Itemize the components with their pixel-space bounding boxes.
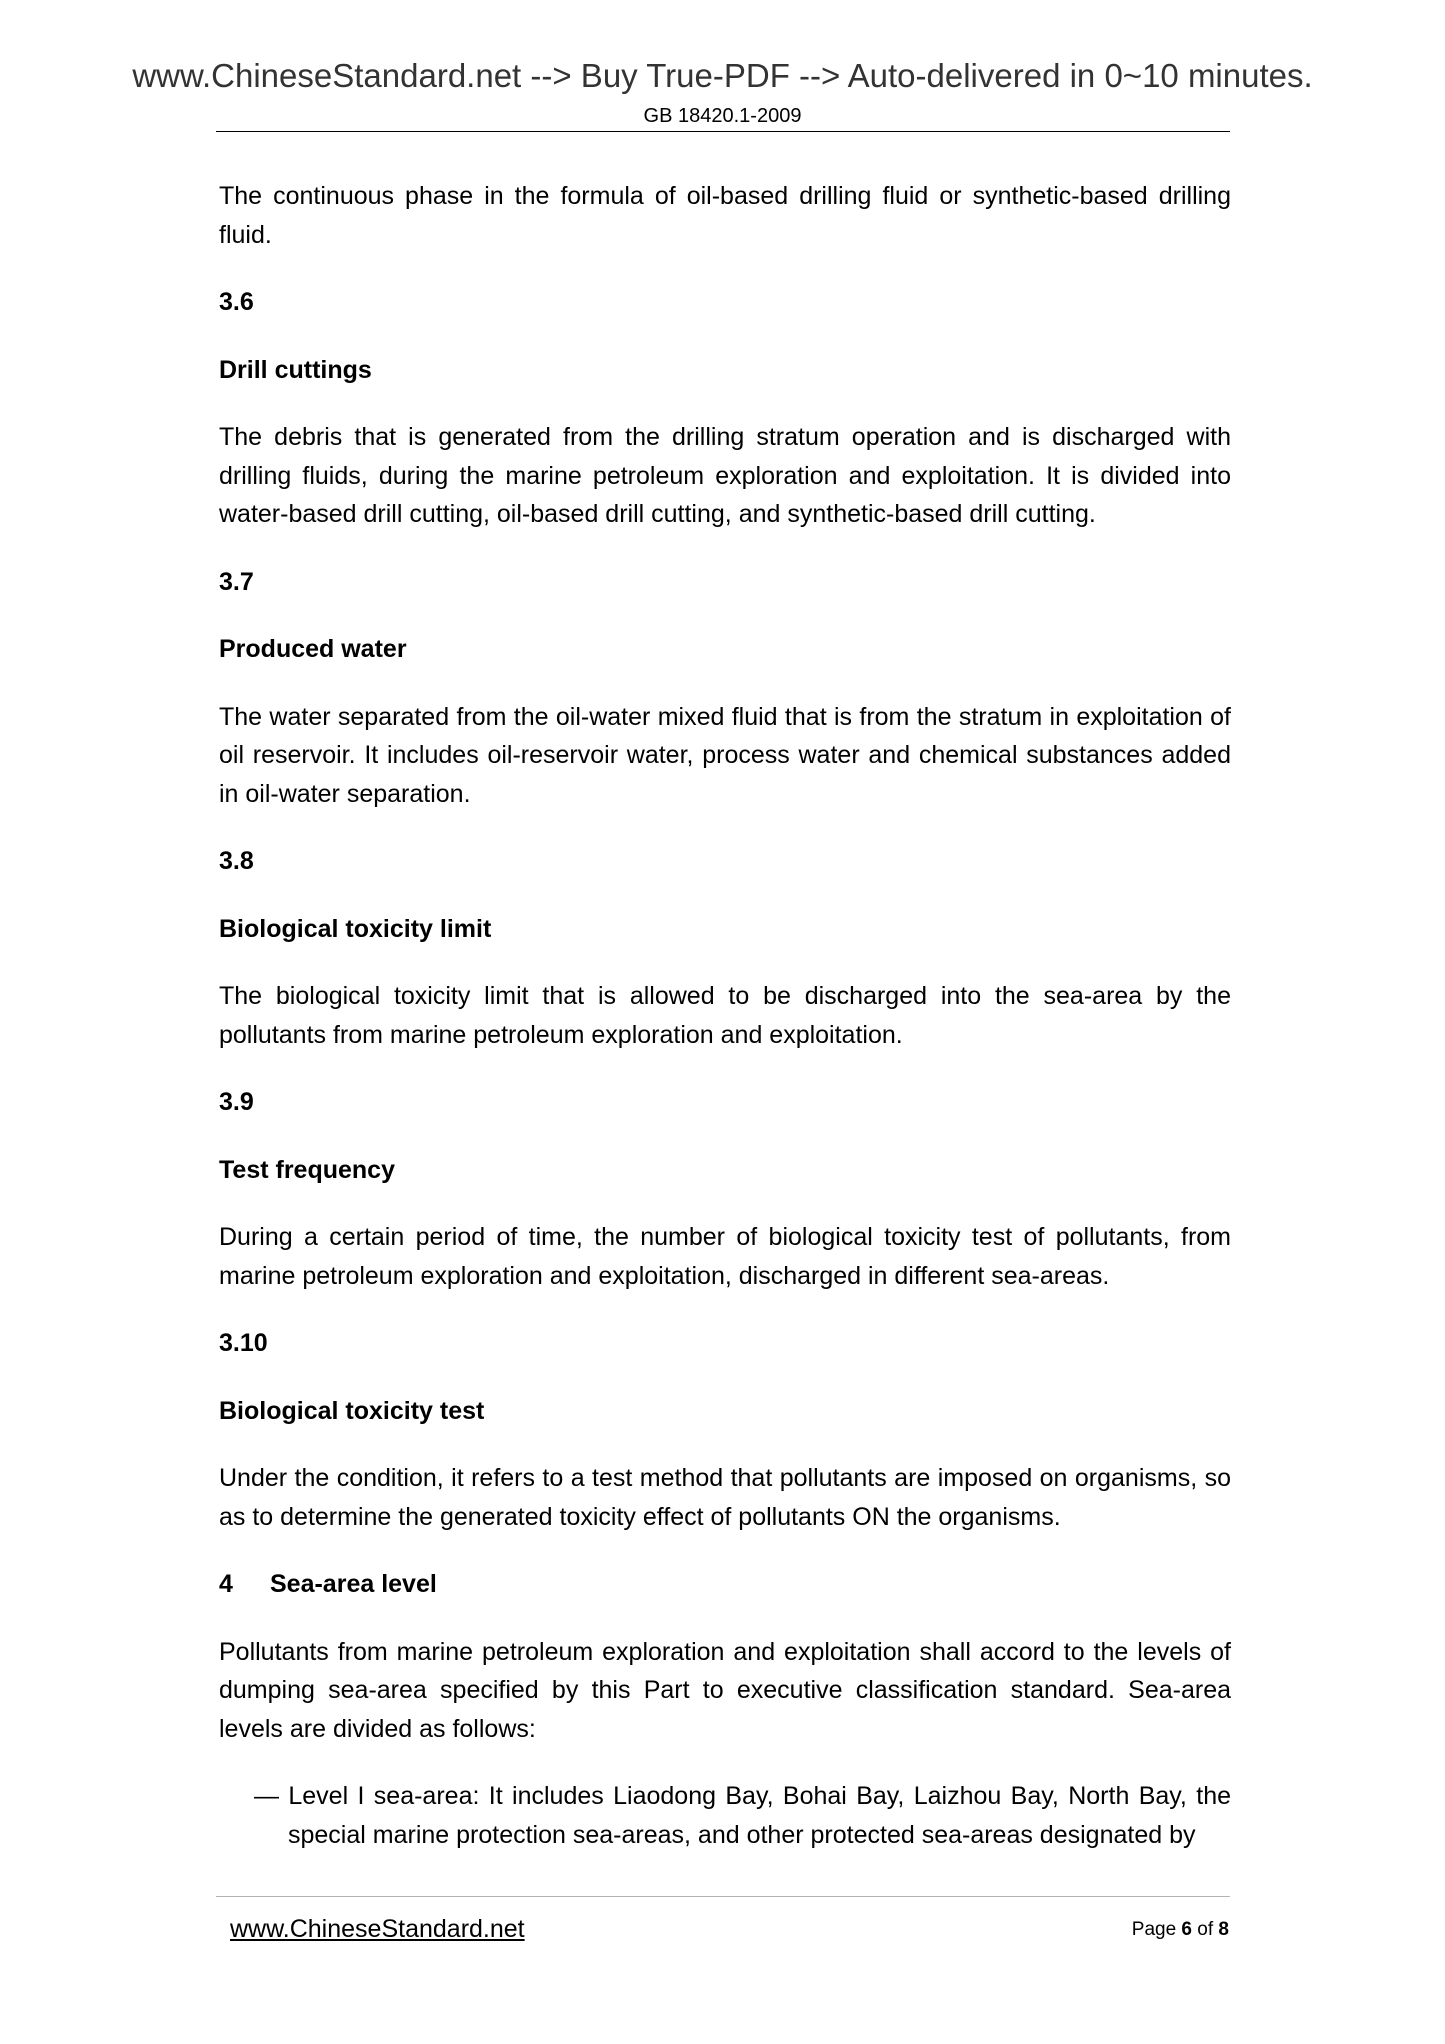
definition-biological-toxicity-test: Under the condition, it refers to a test method that pollutants are imposed on organisms, so as to determine the generated toxicity effect of pollutants ON the organisms.	[219, 1464, 1231, 1531]
definition-biological-toxicity-limit: The biological toxicity limit that is allowed to be discharged into the sea-area by the pollutants from marine petroleum exploration and exploitation.	[219, 982, 1231, 1049]
section-4-paragraph: Pollutants from marine petroleum exploration and exploitation shall accord to the levels of dumping sea-area specified by this Part to executive classification standard. Sea-area levels are divided as follows:	[219, 1637, 1231, 1743]
section-heading-sea-area-level	[219, 1565, 1231, 1604]
of-word: of	[1197, 1919, 1214, 1940]
term-biological-toxicity-test: Biological toxicity test	[219, 1396, 485, 1425]
document-body	[219, 177, 1231, 1854]
intro-paragraph: The continuous phase in the formula of oil-based drilling fluid or synthetic-based drilling fluid.	[219, 182, 1231, 249]
clause-number-3-10: 3.10	[219, 1329, 268, 1357]
page-word: Page	[1131, 1919, 1177, 1940]
page-number	[1132, 1918, 1229, 1942]
definition-test-frequency: During a certain period of time, the number of biological toxicity test of pollutants, from marine petroleum exploration and exploitation, discharged in different sea-areas.	[219, 1223, 1231, 1290]
clause-number-3-6: 3.6	[219, 288, 254, 316]
term-drill-cuttings: Drill cuttings	[219, 355, 372, 384]
footer-divider	[216, 1896, 1230, 1897]
section-number: 4	[219, 1570, 233, 1598]
header-divider	[216, 131, 1230, 132]
page-current: 6	[1181, 1919, 1192, 1940]
term-biological-toxicity-limit: Biological toxicity limit	[219, 914, 492, 943]
page-total: 8	[1218, 1919, 1229, 1940]
clause-number-3-9: 3.9	[219, 1088, 254, 1116]
definition-produced-water: The water separated from the oil-water mixed fluid that is from the stratum in exploitation of oil reservoir. It includes oil-reservoir water, process water and chemical substances added in oil-water separation.	[219, 702, 1231, 808]
clause-number-3-7: 3.7	[219, 567, 254, 596]
header-banner[interactable]: www.ChineseStandard.net --> Buy True-PDF --> Auto-delivered in 0~10 minutes.	[132, 57, 1313, 94]
term-test-frequency: Test frequency	[219, 1155, 395, 1184]
list-item-level-i: — Level I sea-area: It includes Liaodong Bay, Bohai Bay, Laizhou Bay, North Bay, the special marine protection sea-areas, and other protected sea-areas designated by	[254, 1782, 1231, 1849]
section-title-text: Sea-area level	[270, 1570, 437, 1598]
footer-website-link[interactable]: www.ChineseStandard.net	[230, 1915, 525, 1943]
term-produced-water: Produced water	[219, 635, 407, 663]
clause-number-3-8: 3.8	[219, 847, 254, 875]
standard-code: GB 18420.1-2009	[643, 105, 802, 127]
definition-drill-cuttings: The debris that is generated from the drilling stratum operation and is discharged with drilling fluids, during the marine petroleum exploration and exploitation. It is divided into water-based drill cutting, oil-based drill cutting, and synthetic-based drill cutting.	[219, 423, 1231, 528]
